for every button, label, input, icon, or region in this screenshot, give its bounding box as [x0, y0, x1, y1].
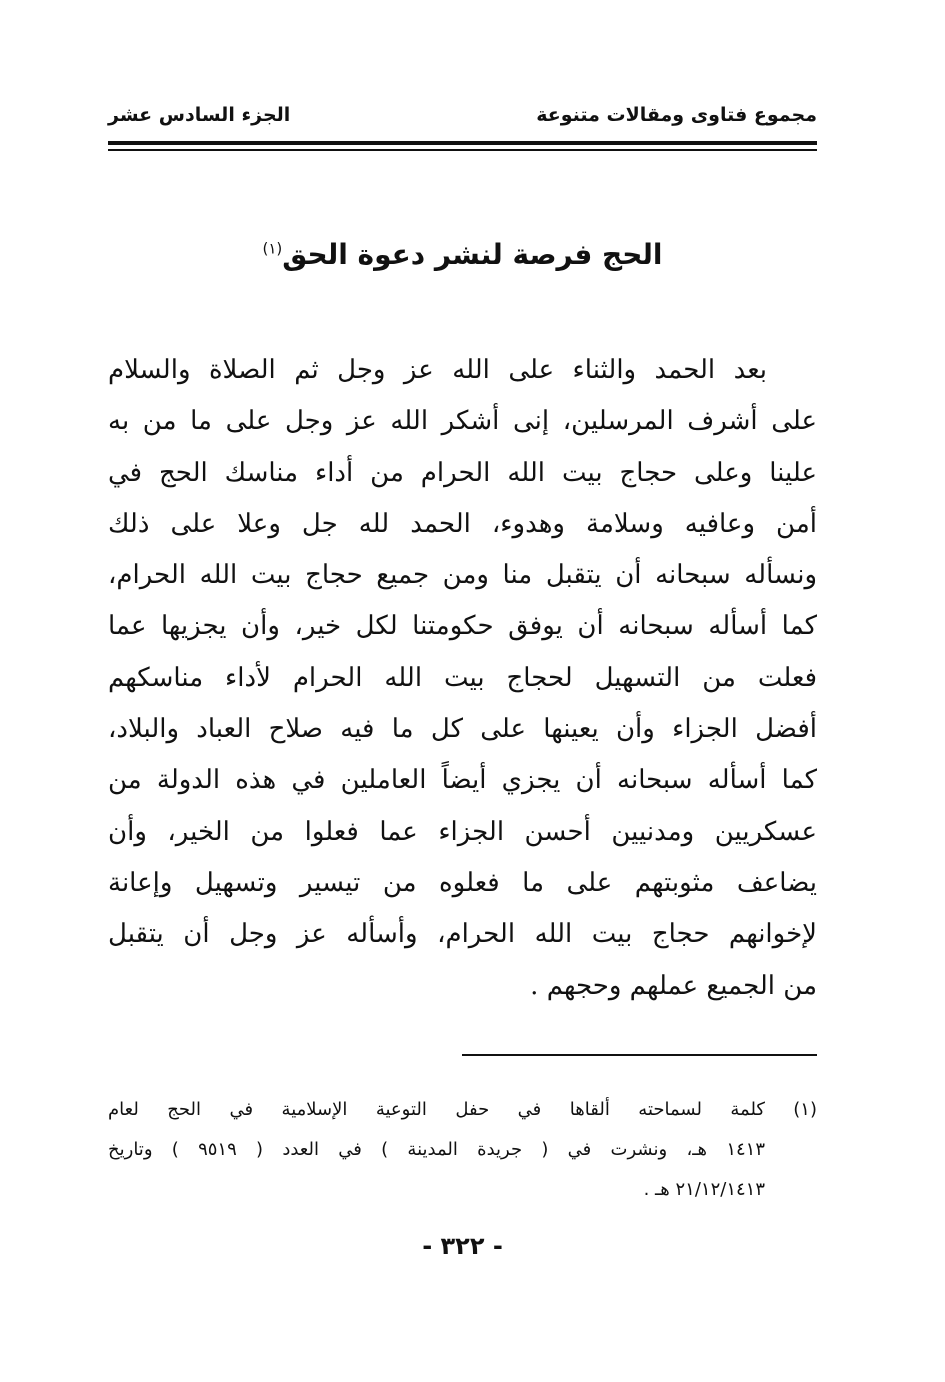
body-line: ونسأله سبحانه أن يتقبل منا ومن جميع حجاج بيت الله الحرام،: [108, 560, 817, 591]
footnote-separator: [462, 1054, 817, 1056]
footnote-line: ٢١/١٢/١٤١٣ هـ .: [643, 1179, 765, 1200]
footnote-reference: (١): [262, 239, 283, 258]
body-line: لإخوانهم حجاج بيت الله الحرام، وأسأله عز وجل أن يتقبل: [108, 919, 817, 950]
body-line: عسكريين ومدنيين أحسن الجزاء عما فعلوا من الخير، وأن: [108, 816, 817, 847]
body-line: على أشرف المرسلين، إنى أشكر الله عز وجل على ما من به: [108, 406, 817, 437]
body-line: بعد الحمد والثناء على الله عز وجل ثم الصلاة والسلام: [108, 355, 767, 385]
body-line: كما أسأله سبحانه أن يجزي أيضاً العاملين في هذه الدولة من: [108, 765, 817, 796]
body-line: أمن وعافيه وسلامة وهدوء، الحمد لله جل وعلا على ذلك: [108, 508, 817, 539]
book-title: مجموع فتاوى ومقالات متنوعة: [536, 104, 817, 126]
volume-label: الجزء السادس عشر: [108, 104, 291, 126]
page-number: - ٣٢٢ -: [422, 1232, 503, 1260]
body-line: من الجميع عملهم وحجهم .: [530, 970, 817, 1001]
footnote-marker: (١): [793, 1099, 817, 1120]
body-line: كما أسأله سبحانه أن يوفق حكومتنا لكل خير، وأن يجزيها عما: [108, 611, 817, 642]
footnote-line: [108, 1090, 817, 1130]
body-line: فعلت من التسهيل لحجاج بيت الله الحرام لأداء مناسكهم: [108, 662, 817, 693]
body-line: علينا وعلى حجاج بيت الله الحرام من أداء مناسك الحج في: [108, 457, 817, 488]
footnote-line-text: كلمة لسماحته ألقاها في حفل التوعية الإسلامية في الحج لعام: [108, 1099, 765, 1120]
article-title: [108, 238, 817, 271]
running-header: [108, 98, 817, 134]
footnote: [108, 1090, 817, 1210]
article-body: [108, 345, 817, 1012]
article-title-text: الحج فرصة لنشر دعوة الحق: [282, 238, 663, 271]
footnote-line: ١٤١٣ هـ، ونشرت في ( جريدة المدينة ) في العدد ( ٩٥١٩ ) وتاريخ: [108, 1139, 765, 1160]
body-line: أفضل الجزاء وأن يعينها على كل ما فيه صلاح العباد والبلاد،: [108, 714, 817, 745]
body-line: يضاعف مثوبتهم على ما فعلوه من تيسير وتسهيل وإعانة: [108, 867, 817, 898]
header-rule-thick: [108, 141, 817, 145]
header-rule-thin: [108, 149, 817, 151]
